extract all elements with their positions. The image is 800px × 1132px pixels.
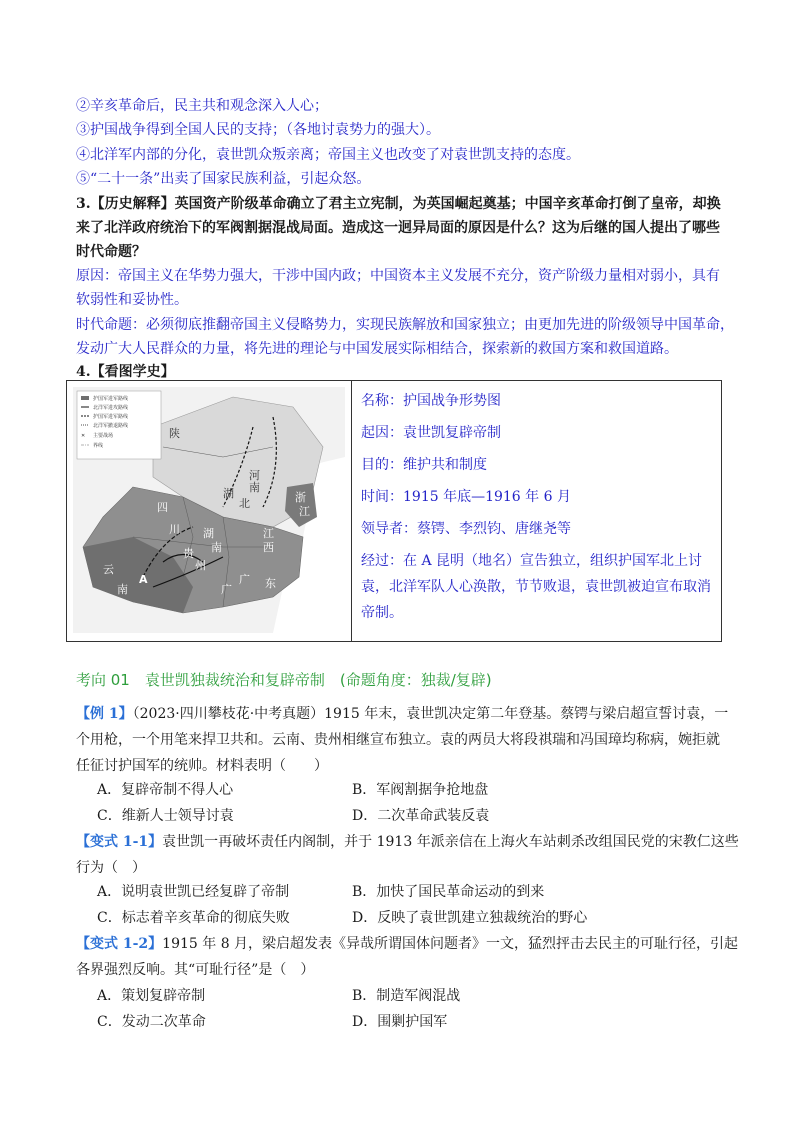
svg-text:护国军进军路线: 护国军进军路线 [93,414,129,420]
var12-option-a: A．策划复辟帝制 [97,988,206,1004]
var11-option-a: A．说明袁世凯已经复辟了帝制 [97,884,290,900]
var12-option-b: B．制造军阀混战 [352,988,461,1004]
info-time: 时间：1915 年底—1916 年 6 月 [361,489,571,505]
map-label-shaan: 陕 [169,427,180,440]
info-leaders: 领导者：蔡锷、李烈钧、唐继尧等 [361,521,571,537]
var11-line1 [76,832,739,852]
ex1-option-a: A．复辟帝制不得人心 [97,782,234,798]
map-label-henan-2: 南 [249,481,260,494]
map-label-hunan-2: 南 [211,541,222,554]
info-name: 名称：护国战争形势图 [361,393,501,409]
map-label-henan-1: 河 [249,469,260,482]
huguo-war-map [73,387,345,633]
info-process-line2: 袁，北洋军队人心涣散，节节败退，袁世凯被迫宣布取消 [361,579,711,595]
svg-text:北洋军撤退路线: 北洋军撤退路线 [93,423,129,429]
info-cause: 起因：袁世凯复辟帝制 [361,425,501,441]
info-purpose: 目的：维护共和制度 [361,457,487,473]
var11-tag: 【变式 1-1】 [76,834,163,850]
map-label-si: 四 [157,501,168,514]
map-label-zhou: 州 [195,559,206,572]
info-process-line1: 经过：在 A 昆明（地名）宣告独立，组织护国军北上讨 [361,553,703,569]
q3-reason-line2: 软弱性和妥协性。 [76,292,188,308]
ex1-tag: 【例 1】 [76,706,133,722]
map-label-guangxi: 广 [221,583,232,596]
var12-option-c: C．发动二次革命 [97,1014,206,1030]
var11-option-b: B．加快了国民革命运动的到来 [352,884,545,900]
ex1-option-d: D．二次革命武装反袁 [352,808,490,824]
ex1-option-b: B．军阀割据争抢地盘 [352,782,489,798]
var12-text1: 1915 年 8 月，梁启超发表《异哉所谓国体问题者》一文，猛烈抨击去民主的可耻行径，引起 [162,936,739,952]
map-label-guang: 广 [239,573,250,586]
intro-point-5: ⑤“二十一条”出卖了国家民族利益，引起众怒。 [76,171,371,187]
var12-line2: 各界强烈反响。其“可耻行径”是（ ） [76,962,315,978]
var12-tag: 【变式 1-2】 [76,936,163,952]
q3-title-line1: 3.【历史解释】英国资产阶级革命确立了君主立宪制，为英国崛起奠基；中国辛亥革命打倒了皇帝，却换 [76,196,721,212]
map-label-nan: 南 [117,583,128,596]
ex1-line1 [76,704,728,724]
map-label-xi: 西 [263,541,274,554]
ex1-line3: 任征讨护国军的统帅。材料表明（ ） [76,758,328,774]
svg-text:✕: ✕ [81,433,86,439]
table-divider [351,381,352,641]
svg-text:界线: 界线 [93,443,104,449]
var11-line2: 行为（ ） [76,860,146,876]
q3-title-line2: 来了北洋政府统治下的军阀割据混战局面。造成这一迥异局面的原因是什么？这为后继的国人提出了哪些 [76,220,720,236]
map-label-jiangxi: 江 [263,527,274,540]
intro-point-3: ③护国战争得到全国人民的支持；（各地讨袁势力的强大）。 [76,122,440,138]
map-label-jiang: 江 [299,505,310,518]
q3-era-line1: 时代命题：必须彻底推翻帝国主义侵略势力，实现民族解放和国家独立；由更加先进的阶级领导中国革命， [76,317,734,333]
ex1-option-c: C．维新人士领导讨袁 [97,808,234,824]
intro-point-2: ②辛亥革命后，民主共和观念深入人心； [76,98,328,114]
intro-point-4: ④北洋军内部的分化，袁世凯众叛亲离；帝国主义也改变了对袁世凯支持的态度。 [76,147,580,163]
map-label-yun: 云 [103,563,114,576]
map-label-hu: 湖 [223,487,234,500]
ex1-text1: （2023·四川攀枝花·中考真题）1915 年末，袁世凯决定第二年登基。蔡锷与梁启超宣誓讨袁，一 [132,706,729,722]
q3-reason-line1: 原因：帝国主义在华势力强大，干涉中国内政；中国资本主义发展不充分，资产阶级力量相对弱小，具有 [76,268,720,284]
q4-title: 4.【看图学史】 [76,364,175,380]
map-label-a: A [139,573,148,586]
map-label-gui: 贵 [183,547,194,560]
section-heading: 考向 01 袁世凯独裁统治和复辟帝制 (命题角度：独裁/复辟) [76,671,492,689]
var12-option-d: D．围剿护国军 [352,1014,448,1030]
var11-option-c: C．标志着辛亥革命的彻底失败 [97,910,290,926]
var12-line1 [76,934,738,954]
svg-text:护国军进军路线: 护国军进军路线 [93,396,129,402]
map-label-bei: 北 [239,497,250,510]
map-info-table [66,380,722,642]
svg-text:北洋军进攻路线: 北洋军进攻路线 [93,405,129,411]
q3-era-line2: 发动广大人民群众的力量，将先进的理论与中国发展实际相结合，探索新的救国方案和救国道路。 [76,341,678,357]
map-label-hunan-1: 湖 [203,527,214,540]
info-process-line3: 帝制。 [361,605,403,621]
ex1-line2: 个用枪，一个用笔来捍卫共和。云南、贵州相继宣布独立。袁的两员大将段祺瑞和冯国璋均称病，婉拒就 [76,732,720,748]
map-label-dong: 东 [265,577,276,590]
var11-text1: 袁世凯一再破坏责任内阁制，并于 1913 年派亲信在上海火车站刺杀改组国民党的宋教仁这些 [162,834,739,850]
map-label-zhejiang: 浙 [295,491,306,504]
svg-text:主要战场: 主要战场 [93,433,114,439]
map-label-chuan: 川 [169,523,180,536]
var11-option-d: D．反映了袁世凯建立独裁统治的野心 [352,910,588,926]
q3-title-line3: 时代命题？ [76,244,146,260]
